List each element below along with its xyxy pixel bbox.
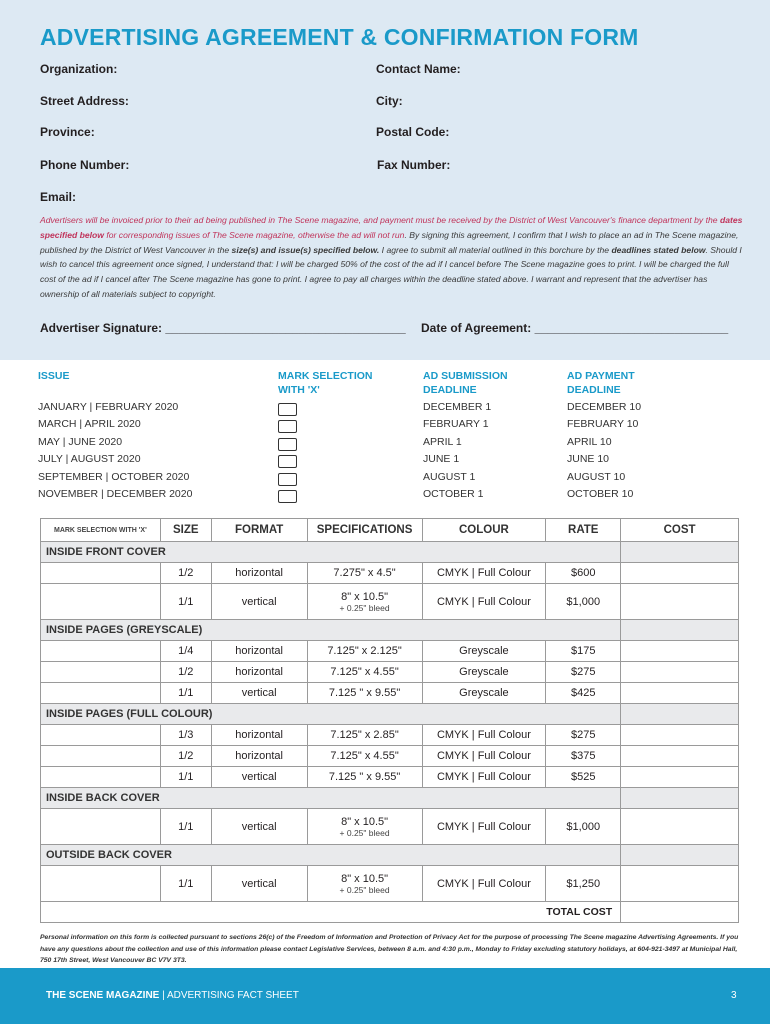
table-row: [41, 809, 739, 845]
payment-deadline: DECEMBER 10: [567, 401, 642, 413]
mark-selection-cell[interactable]: [41, 767, 161, 788]
format-cell: horizontal: [211, 746, 307, 767]
size-cell: 1/4: [160, 641, 211, 662]
submission-deadline: AUGUST 1: [423, 471, 476, 483]
terms-text-1: Advertisers will be invoiced prior to their ad being published in The Scene magazine, and payment must be received by the District of West Vancouver's finance department by the: [40, 215, 720, 225]
payment-deadline: JUNE 10: [567, 453, 610, 465]
payment-deadline: AUGUST 10: [567, 471, 626, 483]
specifications-column-header: SPECIFICATIONS: [307, 519, 422, 542]
section-cost-blank: [621, 620, 739, 641]
specifications-cell: [307, 662, 422, 683]
colour-cell: CMYK | Full Colour: [422, 725, 546, 746]
specifications-cell: [307, 641, 422, 662]
format-cell: horizontal: [211, 725, 307, 746]
issue-name: JULY | AUGUST 2020: [38, 453, 141, 465]
spec-text: 7.125 " x 9.55": [328, 687, 401, 699]
submission-deadline: OCTOBER 1: [423, 488, 484, 500]
cost-cell[interactable]: [621, 809, 739, 845]
cost-cell[interactable]: [621, 725, 739, 746]
issue-row: [0, 470, 770, 487]
rate-cell: $1,000: [546, 809, 621, 845]
page-number: 3: [731, 990, 737, 1001]
mark-selection-cell[interactable]: [41, 641, 161, 662]
rate-cell: $1,000: [546, 584, 621, 620]
submission-deadline: FEBRUARY 1: [423, 418, 489, 430]
colour-cell: CMYK | Full Colour: [422, 866, 546, 902]
section-title: INSIDE BACK COVER: [41, 788, 621, 809]
issue-checkbox[interactable]: [278, 438, 297, 451]
format-cell: vertical: [211, 866, 307, 902]
bleed-note: + 0.25" bleed: [339, 602, 390, 613]
cost-cell[interactable]: [621, 662, 739, 683]
section-cost-blank: [621, 542, 739, 563]
cost-column-header: COST: [621, 519, 739, 542]
size-cell: 1/1: [160, 767, 211, 788]
footer-separator: |: [159, 990, 167, 1001]
terms-emphasis-dates: dates specified below: [40, 215, 743, 240]
terms-text-5: . Should I wish to cancel this agreement once signed, I understand that: I will be charged 50% of the cost of the ad if I cancel before The Scene magazine goes to print. I will be charged the full cost of the ad if I cancel after The Scene magazine has gone to print. I agree to pay all charges within the deadline stated above. I warrant and represent that the advertiser has ownership of all materials subject to copyright.: [40, 244, 742, 299]
total-row: [41, 902, 739, 923]
specifications-cell: [307, 683, 422, 704]
fax-number-label: Fax Number:: [377, 158, 451, 172]
footer-text: [46, 990, 299, 1001]
street-address-label: Street Address:: [40, 94, 129, 108]
terms-paragraph: [40, 213, 746, 302]
issue-row: [0, 487, 770, 504]
section-title: OUTSIDE BACK COVER: [41, 845, 621, 866]
rate-cell: $1,250: [546, 866, 621, 902]
section-row: [41, 620, 739, 641]
rate-cell: $600: [546, 563, 621, 584]
cost-cell[interactable]: [621, 683, 739, 704]
specifications-cell: [307, 767, 422, 788]
mark-selection-cell[interactable]: [41, 563, 161, 584]
table-row: [41, 746, 739, 767]
section-cost-blank: [621, 845, 739, 866]
issue-header: ISSUE: [38, 370, 70, 382]
size-cell: 1/1: [160, 809, 211, 845]
table-row: [41, 683, 739, 704]
advertiser-signature-line[interactable]: Advertiser Signature: ____________________________________: [40, 321, 406, 335]
format-cell: vertical: [211, 767, 307, 788]
format-cell: horizontal: [211, 662, 307, 683]
format-cell: vertical: [211, 809, 307, 845]
colour-cell: Greyscale: [422, 683, 546, 704]
phone-number-label: Phone Number:: [40, 158, 130, 172]
size-cell: 1/1: [160, 866, 211, 902]
table-row: [41, 725, 739, 746]
payment-deadline: OCTOBER 10: [567, 488, 634, 500]
format-cell: vertical: [211, 584, 307, 620]
issue-name: NOVEMBER | DECEMBER 2020: [38, 488, 193, 500]
spec-text: 8" x 10.5": [341, 590, 389, 603]
size-cell: 1/2: [160, 563, 211, 584]
section-row: [41, 788, 739, 809]
issue-checkbox[interactable]: [278, 420, 297, 433]
spec-text: 7.125" x 4.55": [330, 750, 399, 762]
issue-row: [0, 400, 770, 417]
rate-cell: $375: [546, 746, 621, 767]
issue-row: [0, 435, 770, 452]
spec-text: 7.275" x 4.5": [333, 567, 396, 579]
rate-cell: $425: [546, 683, 621, 704]
table-row: [41, 767, 739, 788]
bleed-note: + 0.25" bleed: [339, 827, 390, 838]
page-title: ADVERTISING AGREEMENT & CONFIRMATION FORM: [40, 24, 639, 50]
colour-column-header: COLOUR: [422, 519, 546, 542]
issue-checkbox[interactable]: [278, 473, 297, 486]
table-row: [41, 563, 739, 584]
postal-code-label: Postal Code:: [376, 125, 450, 139]
cost-cell[interactable]: [621, 563, 739, 584]
payment-deadline: APRIL 10: [567, 436, 612, 448]
rate-cell: $525: [546, 767, 621, 788]
size-cell: 1/2: [160, 746, 211, 767]
section-cost-blank: [621, 704, 739, 725]
issue-name: MARCH | APRIL 2020: [38, 418, 141, 430]
spec-text: 7.125 " x 9.55": [328, 771, 401, 783]
format-cell: horizontal: [211, 641, 307, 662]
issue-checkbox[interactable]: [278, 403, 297, 416]
size-cell: 1/2: [160, 662, 211, 683]
table-row: [41, 584, 739, 620]
size-column-header: SIZE: [160, 519, 211, 542]
terms-text-3: . By signing this agreement, I confirm that I wish to place an ad in The Scene magazine, published by the District of West Vancouver in the: [40, 229, 739, 255]
colour-cell: Greyscale: [422, 641, 546, 662]
spec-text: 8" x 10.5": [341, 872, 389, 885]
terms-text-4: I agree to submit all material outlined in this borchure by the: [379, 244, 612, 255]
section-title: INSIDE FRONT COVER: [41, 542, 621, 563]
ad-submission-header: AD SUBMISSION DEADLINE: [423, 370, 508, 396]
submission-deadline: APRIL 1: [423, 436, 462, 448]
specifications-cell: [307, 563, 422, 584]
size-cell: 1/1: [160, 683, 211, 704]
section-cost-blank: [621, 788, 739, 809]
specifications-cell: [307, 809, 422, 845]
contact-name-label: Contact Name:: [376, 62, 461, 76]
city-label: City:: [376, 94, 403, 108]
spec-text: 7.125" x 2.85": [330, 729, 399, 741]
mark-selection-cell[interactable]: [41, 584, 161, 620]
issue-name: SEPTEMBER | OCTOBER 2020: [38, 471, 190, 483]
issue-checkbox[interactable]: [278, 490, 297, 503]
format-cell: horizontal: [211, 563, 307, 584]
mark-selection-cell[interactable]: [41, 725, 161, 746]
table-row: [41, 662, 739, 683]
rate-cell: $275: [546, 662, 621, 683]
issue-checkbox[interactable]: [278, 455, 297, 468]
spec-text: 7.125" x 4.55": [330, 666, 399, 678]
colour-cell: CMYK | Full Colour: [422, 767, 546, 788]
rate-table: [40, 518, 739, 923]
province-label: Province:: [40, 125, 95, 139]
privacy-note: Personal information on this form is collected pursuant to sections 26(c) of the Freedom of Information and Protection of Privacy Act for the purpose of processing The Scene magazine Advertising Agreements. If you have any questions about the collection and use of this information please contact Legislative Services, between 8 a.m. and 4:30 p.m., Monday to Friday excluding statutory holidays, at 604-921-3497 at Municipal Hall, 750 17th Street, West Vancouver BC V7V 3T3.: [40, 934, 739, 964]
cost-cell[interactable]: [621, 641, 739, 662]
mark-selection-cell[interactable]: [41, 746, 161, 767]
section-row: [41, 704, 739, 725]
bleed-note: + 0.25" bleed: [339, 884, 390, 895]
footer-label: ADVERTISING FACT SHEET: [166, 990, 299, 1001]
spec-text: 7.125" x 2.125": [327, 645, 402, 657]
issue-row: [0, 417, 770, 434]
organization-label: Organization:: [40, 62, 118, 76]
table-row: [41, 866, 739, 902]
section-title: INSIDE PAGES (FULL COLOUR): [41, 704, 621, 725]
specifications-cell: [307, 746, 422, 767]
rate-cell: $275: [546, 725, 621, 746]
date-of-agreement-line[interactable]: Date of Agreement: _____________________________: [421, 321, 729, 335]
rate-cell: $175: [546, 641, 621, 662]
agreement-panel: [0, 0, 770, 360]
issue-row: [0, 452, 770, 469]
mark-selection-cell[interactable]: [41, 809, 161, 845]
colour-cell: Greyscale: [422, 662, 546, 683]
format-column-header: FORMAT: [211, 519, 307, 542]
specifications-cell: [307, 584, 422, 620]
submission-deadline: DECEMBER 1: [423, 401, 492, 413]
footer-bar: [0, 968, 770, 1024]
mark-selection-header: MARK SELECTION WITH 'X': [278, 370, 373, 396]
spec-text: 8" x 10.5": [341, 815, 389, 828]
submission-deadline: JUNE 1: [423, 453, 460, 465]
format-cell: vertical: [211, 683, 307, 704]
colour-cell: CMYK | Full Colour: [422, 563, 546, 584]
size-cell: 1/1: [160, 584, 211, 620]
payment-deadline: FEBRUARY 10: [567, 418, 639, 430]
colour-cell: CMYK | Full Colour: [422, 809, 546, 845]
size-cell: 1/3: [160, 725, 211, 746]
email-label: Email:: [40, 190, 77, 204]
specifications-cell: [307, 725, 422, 746]
terms-emphasis-size: size(s) and issue(s) specified below.: [231, 244, 380, 255]
section-row: [41, 845, 739, 866]
total-cost-cell[interactable]: [621, 902, 739, 923]
issue-name: MAY | JUNE 2020: [38, 436, 123, 448]
rate-column-header: RATE: [546, 519, 621, 542]
mark-selection-cell[interactable]: [41, 683, 161, 704]
colour-cell: CMYK | Full Colour: [422, 746, 546, 767]
cost-cell[interactable]: [621, 866, 739, 902]
cost-cell[interactable]: [621, 584, 739, 620]
section-title: INSIDE PAGES (GREYSCALE): [41, 620, 621, 641]
ad-payment-header: AD PAYMENT DEADLINE: [567, 370, 635, 396]
section-row: [41, 542, 739, 563]
mark-selection-column-header: MARK SELECTION WITH 'X': [41, 519, 161, 542]
mark-selection-cell[interactable]: [41, 866, 161, 902]
terms-text-2: for corresponding issues of The Scene magazine, otherwise the ad will not run: [104, 229, 405, 240]
table-row: [41, 641, 739, 662]
mark-selection-cell[interactable]: [41, 662, 161, 683]
footer-brand: THE SCENE MAGAZINE: [46, 990, 160, 1001]
total-cost-label: TOTAL COST: [41, 902, 621, 923]
terms-emphasis-deadlines: deadlines stated below: [611, 244, 706, 255]
issue-name: JANUARY | FEBRUARY 2020: [38, 401, 179, 413]
specifications-cell: [307, 866, 422, 902]
cost-cell[interactable]: [621, 767, 739, 788]
cost-cell[interactable]: [621, 746, 739, 767]
colour-cell: CMYK | Full Colour: [422, 584, 546, 620]
